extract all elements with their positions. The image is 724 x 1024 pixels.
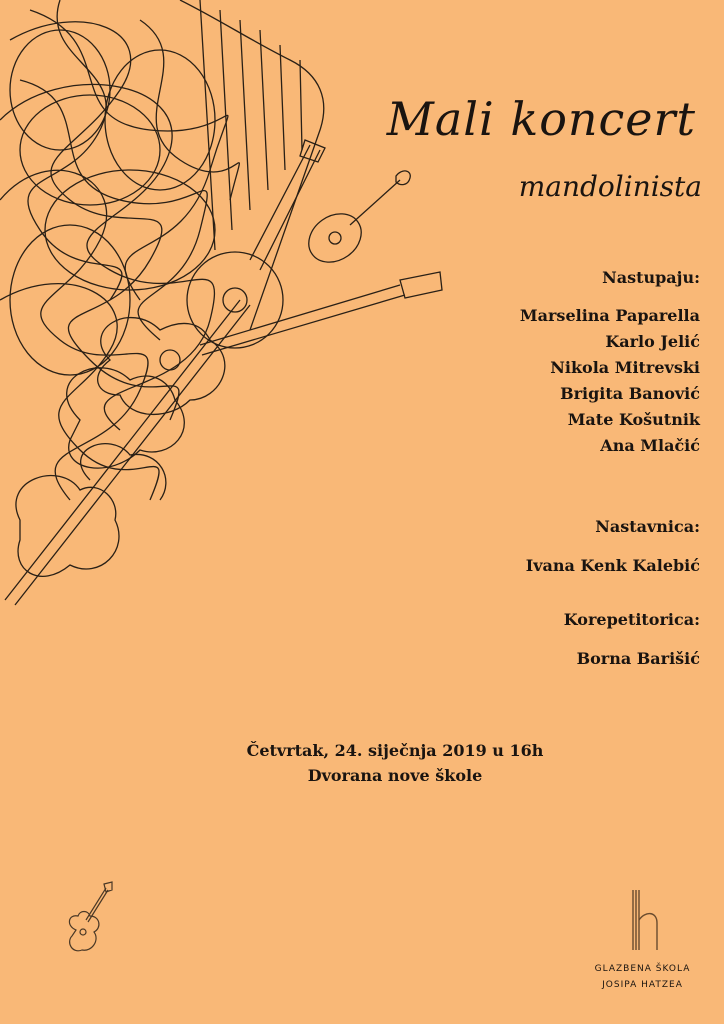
performer-name: Nikola Mitrevski — [550, 358, 700, 377]
accompanist-section — [564, 610, 700, 668]
performers-section — [520, 268, 700, 459]
school-logo — [580, 885, 705, 991]
teacher-name: Ivana Kenk Kalebić — [525, 556, 700, 575]
performer-name: Mate Košutnik — [567, 410, 700, 429]
concert-title: Mali koncert — [386, 92, 696, 146]
teacher-heading: Nastavnica: — [595, 517, 700, 536]
performer-name: Brigita Banović — [560, 384, 700, 403]
performers-heading: Nastupaju: — [602, 268, 700, 287]
event-venue: Dvorana nove škole — [307, 766, 483, 785]
guitar-icon — [62, 880, 118, 960]
concert-subtitle: mandolinista — [518, 170, 702, 203]
school-name-line1: GLAZBENA ŠKOLA — [594, 964, 691, 974]
event-date-time: Četvrtak, 24. siječnja 2019 u 16h — [246, 741, 544, 760]
performer-name: Ana Mlačić — [600, 436, 700, 455]
accompanist-name: Borna Barišić — [576, 649, 700, 668]
school-name-line2: JOSIPA HATZEA — [602, 980, 683, 990]
event-details — [200, 738, 590, 788]
school-logo-icon — [623, 885, 663, 955]
teacher-section — [526, 517, 700, 575]
performer-name: Marselina Paparella — [519, 306, 700, 325]
accompanist-heading: Korepetitorica: — [563, 610, 700, 629]
performer-name: Karlo Jelić — [605, 332, 700, 351]
